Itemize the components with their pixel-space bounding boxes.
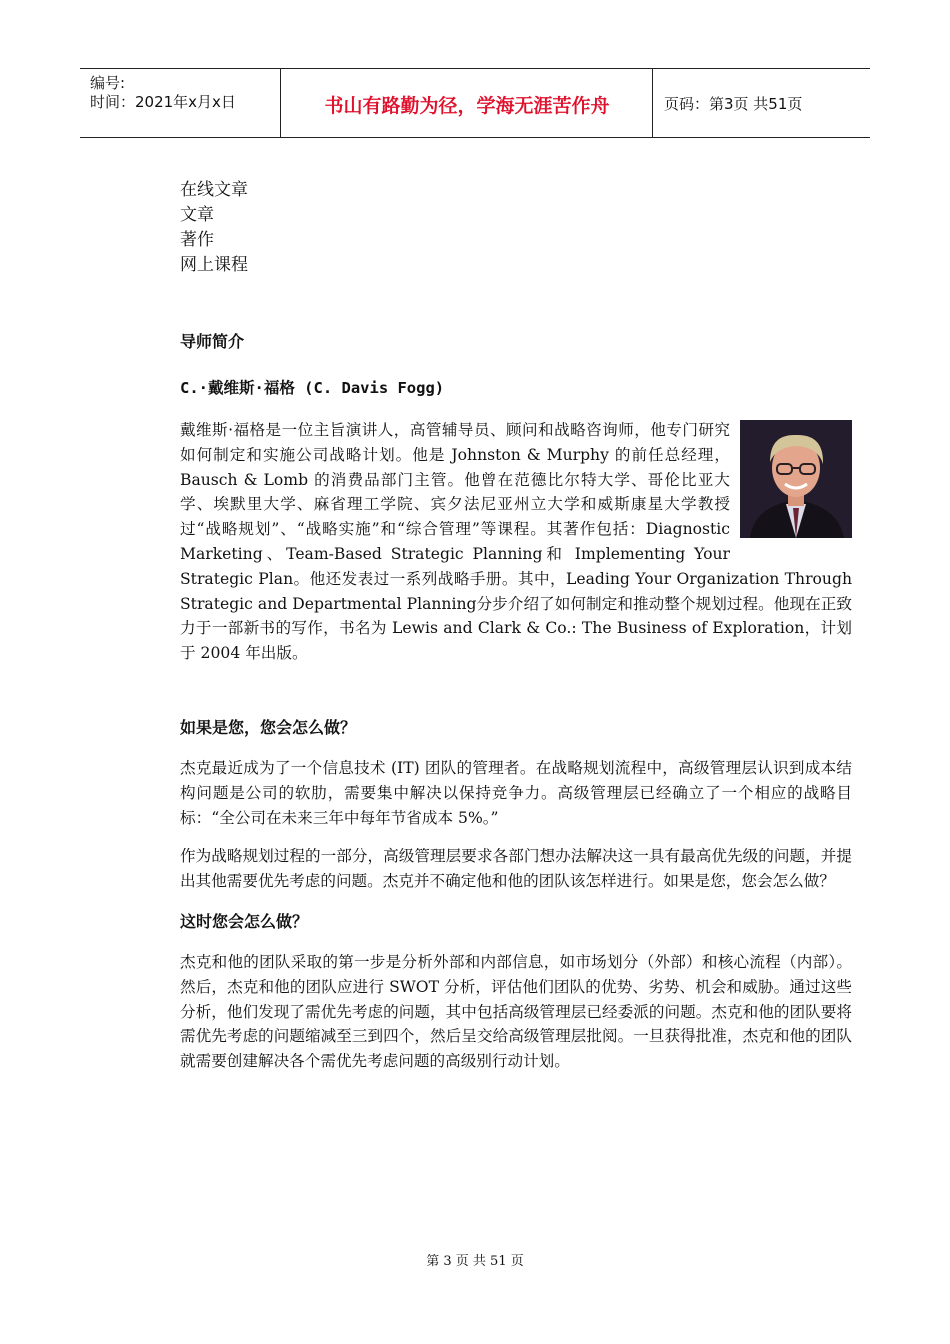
portrait-photo [740,420,852,538]
page-header [80,68,870,138]
instructor-section-title: 导师简介 [180,332,245,351]
scenario-title: 如果是您，您会怎么做？ [180,717,357,737]
header-motto-cell [282,69,653,137]
document-number-label: 编号: [90,74,126,92]
scenario-paragraph-2: 作为战略规划过程的一部分，高级管理层要求各部门想办法解决这一具有最高优先级的问题，并提出其他需要优先考虑的问题。杰克并不确定他和他的团队该怎样进行。如果是您，您会怎么做？ [180,847,852,891]
scenario-paragraph-1: 杰克最近成为了一个信息技术 (IT) 团队的管理者。在战略规划流程中，高级管理层认识到成本结构问题是公司的软肋，需要集中解决以保持竞争力。高级管理层已经确立了一个相应的战略目标：“全公司在未来三年中每年节省成本 5%。” [180,758,852,827]
header-page-number: 页码：第3页 共51页 [664,95,803,113]
portrait-photo-icon [740,420,852,538]
header-page-cell [654,69,870,137]
nav-item-articles[interactable]: 文章 [180,205,214,225]
nav-item-online-courses[interactable]: 网上课程 [180,255,248,275]
document-date: 时间：2021年x月x日 [90,93,236,111]
instructor-bio-block [180,418,852,666]
nav-item-online-articles[interactable]: 在线文章 [180,180,248,200]
header-meta-cell [80,69,281,137]
resource-nav [180,178,852,278]
page-footer: 第 3 页 共 51 页 [426,1254,524,1269]
header-motto: 书山有路勤为径，学海无涯苦作舟 [324,95,610,117]
page-content [180,178,852,1074]
nav-item-books[interactable]: 著作 [180,230,214,250]
answer-paragraph: 杰克和他的团队采取的第一步是分析外部和内部信息，如市场划分（外部）和核心流程（内部）。然后，杰克和他的团队应进行 SWOT 分析，评估他们团队的优势、劣势、机会和威胁。通过这些分析，他们发现了需优先考虑的问题，其中包括高级管理层已经委派的问题。杰克和他的团队要将需优先考虑的问题缩减至三到四个，然后呈交给高级管理层批阅。一旦获得批准，杰克和他的团队就需要创建解决各个需优先考虑问题的高级别行动计划。 [180,952,852,1071]
instructor-bio: 戴维斯·福格是一位主旨演讲人，高管辅导员、顾问和战略咨询师，他专门研究如何制定和实施公司战略计划。他是 Johnston & Murphy 的前任总经理，Bausch & Lomb 的消费品部门主管。他曾在范德比尔特大学、哥伦比亚大学、埃默里大学、麻省理工学院、宾夕法尼亚州立大学和威斯康星大学教授过“战略规划”、“战略实施”和“综合管理”等课程。其著作包括：Diagnostic Marketing、Team-Based Strategic Planning和 Implementing Your Strategic Plan。他还发表过一系列战略手册。其中，Leading Your Organization Through Strategic and Departmental Planning分步介绍了如何制定和推动整个规划过程。他现在正致力于一部新书的写作，书名为 Lewis and Clark & Co.: The Business of Exploration，计划于 2004 年出版。 [180,421,852,663]
answer-title: 这时您会怎么做？ [180,911,309,931]
instructor-name: C.·戴维斯·福格 (C. Davis Fogg) [180,379,445,397]
